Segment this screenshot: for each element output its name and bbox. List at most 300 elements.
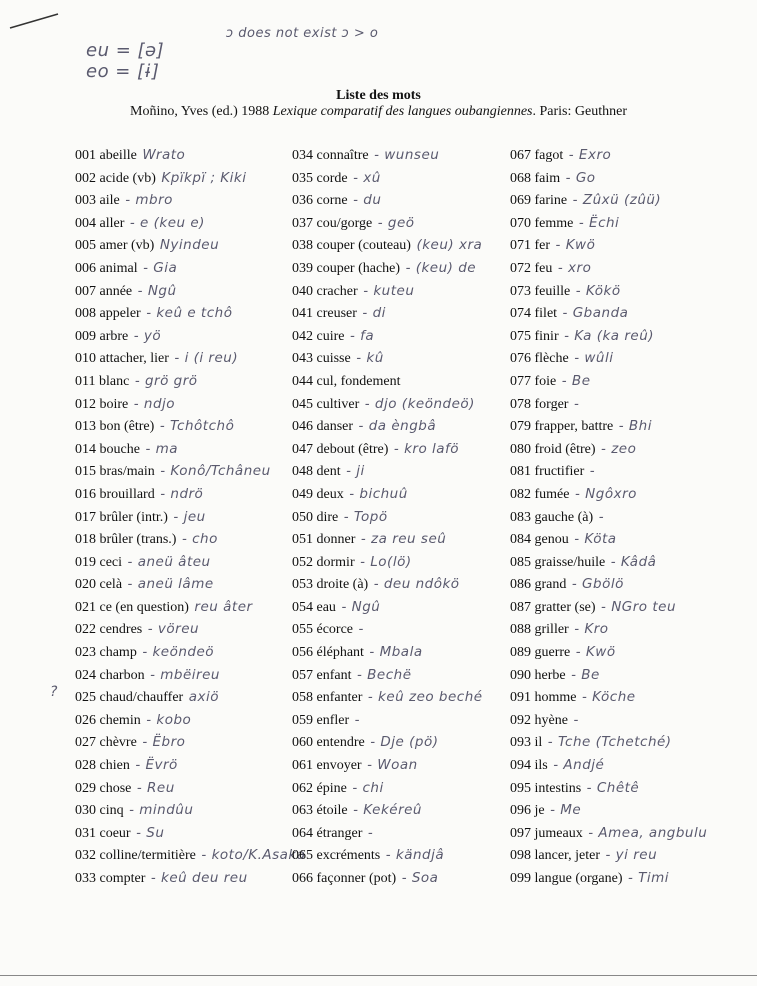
entry-handwritten-gloss: -: [598, 508, 605, 525]
entry-term: 050 dire: [292, 509, 339, 525]
word-entry: [510, 686, 750, 709]
word-entry: [75, 844, 306, 867]
entry-term: 046 danser: [292, 419, 354, 435]
entry-handwritten-gloss: - deu ndôkö: [373, 576, 460, 593]
entry-handwritten-gloss: - jeu: [173, 508, 206, 525]
word-entry: [75, 506, 290, 529]
entry-term: 036 corne: [292, 193, 348, 209]
entry-term: 040 cracher: [292, 283, 358, 299]
word-entry: [292, 799, 507, 822]
entry-handwritten-gloss: Wrato: [142, 147, 186, 163]
entry-handwritten-gloss: - Konô/Tchâneu: [160, 463, 271, 480]
entry-handwritten-gloss: - wunseu: [374, 147, 440, 163]
handwritten-note-top: ɔ does not exist ɔ > o: [226, 26, 379, 41]
word-entry: [292, 844, 507, 867]
word-entry: [510, 618, 750, 641]
entry-handwritten-gloss: - Ngôxro: [574, 485, 637, 502]
word-entry: [510, 799, 750, 822]
entry-handwritten-gloss: - bichuû: [349, 485, 408, 502]
entry-handwritten-gloss: - cho: [181, 531, 218, 548]
entry-handwritten-gloss: - mindûu: [129, 802, 194, 819]
entry-term: 008 appeler: [75, 306, 141, 322]
entry-term: 097 jumeaux: [510, 825, 583, 841]
entry-term: 079 frapper, battre: [510, 419, 614, 435]
entry-handwritten-gloss: - mbëireu: [150, 666, 220, 683]
word-entry: [75, 867, 290, 890]
entry-handwritten-gloss: - i (i reu): [174, 350, 239, 367]
entry-term: 044 cul, fondement: [292, 373, 401, 389]
word-entry: [510, 415, 750, 438]
entry-term: 045 cultiver: [292, 396, 360, 412]
entry-handwritten-gloss: - za reu seû: [360, 531, 447, 548]
entry-handwritten-gloss: - Timi: [627, 870, 670, 886]
entry-handwritten-gloss: - aneü lâme: [127, 576, 214, 593]
entry-handwritten-gloss: - Ëbro: [142, 734, 186, 751]
pen-stroke-mark: [8, 10, 60, 32]
entry-term: 089 guerre: [510, 645, 571, 661]
entry-term: 074 filet: [510, 306, 558, 322]
word-entry: [75, 370, 290, 393]
word-entry: [75, 347, 290, 370]
entry-handwritten-gloss: - ndjo: [133, 395, 176, 412]
entry-handwritten-gloss: - Zûxü (zûü): [572, 192, 662, 209]
entry-term: 021 ce (en question): [75, 599, 189, 615]
word-entry: [510, 167, 750, 190]
word-entry: [292, 822, 507, 845]
entry-handwritten-gloss: - Lo(lö): [360, 553, 412, 570]
word-entry: [292, 551, 507, 574]
entry-handwritten-gloss: -: [358, 621, 364, 638]
entry-handwritten-gloss: - Ngû: [341, 598, 381, 615]
entry-term: 049 deux: [292, 486, 344, 502]
entry-handwritten-gloss: - yi reu: [605, 847, 658, 864]
word-entry: [75, 212, 290, 235]
word-entry: [292, 641, 507, 664]
word-entry: [510, 573, 750, 596]
entry-term: 059 enfler: [292, 712, 350, 728]
word-entry: [292, 573, 507, 596]
entry-term: 062 épine: [292, 780, 347, 796]
entry-handwritten-gloss: - kuteu: [363, 282, 415, 299]
page-title: Liste des mots: [336, 88, 421, 103]
entry-handwritten-gloss: Kpïkpï ; Kiki: [161, 169, 247, 186]
word-entry: [510, 234, 750, 257]
entry-handwritten-gloss: - ma: [145, 440, 179, 457]
entry-term: 063 étoile: [292, 803, 348, 819]
entry-handwritten-gloss: - djo (keöndeö): [364, 395, 475, 412]
entry-term: 030 cinq: [75, 803, 124, 819]
entry-handwritten-gloss: - e (keu e): [129, 214, 205, 231]
entry-term: 003 aile: [75, 193, 120, 209]
word-entry: [75, 641, 290, 664]
entry-term: 018 brûler (trans.): [75, 532, 177, 548]
word-entry: [510, 596, 750, 619]
word-entry: [292, 393, 507, 416]
entry-term: 033 compter: [75, 871, 146, 886]
entry-handwritten-gloss: -: [573, 395, 580, 412]
entry-term: 041 creuser: [292, 306, 357, 322]
word-entry: [510, 754, 750, 777]
word-entry: [510, 438, 750, 461]
word-entry: [292, 144, 507, 167]
entry-term: 087 gratter (se): [510, 599, 596, 615]
entry-handwritten-gloss: - Kro: [574, 621, 609, 638]
entry-handwritten-gloss: - xû: [353, 169, 381, 186]
entry-handwritten-gloss: - Kekéreû: [353, 802, 422, 819]
word-entry: [510, 844, 750, 867]
entry-term: 048 dent: [292, 464, 341, 480]
word-entry: [292, 483, 507, 506]
entry-handwritten-gloss: - Bechë: [356, 666, 412, 683]
entry-handwritten-gloss: - Gbölö: [571, 576, 624, 593]
entry-handwritten-gloss: - Be: [561, 372, 591, 389]
entry-handwritten-gloss: - Soa: [401, 870, 439, 886]
entry-term: 013 bon (être): [75, 419, 155, 435]
entry-term: 014 bouche: [75, 441, 140, 457]
entry-handwritten-gloss: - Gia: [143, 259, 178, 276]
word-entry: [510, 347, 750, 370]
word-entry: [292, 347, 507, 370]
entry-handwritten-gloss: - Ka (ka reû): [564, 327, 655, 344]
entry-term: 038 couper (couteau): [292, 238, 411, 254]
entry-handwritten-gloss: - Dje (pö): [370, 734, 439, 751]
entry-handwritten-gloss: - NGro teu: [601, 598, 677, 615]
entry-handwritten-gloss: - Topö: [343, 508, 388, 525]
margin-question-mark: ?: [50, 684, 58, 700]
word-entry: [75, 483, 290, 506]
entry-handwritten-gloss: - Kökö: [575, 282, 621, 299]
word-entry: [292, 370, 507, 393]
word-entry: [75, 618, 290, 641]
citation-suffix: . Paris: Geuthner: [532, 104, 627, 119]
entry-term: 034 connaître: [292, 148, 369, 163]
entry-term: 071 fer: [510, 238, 551, 254]
entry-term: 058 enfanter: [292, 690, 363, 706]
word-entry: [75, 754, 290, 777]
entry-term: 078 forger: [510, 396, 569, 412]
entry-term: 010 attacher, lier: [75, 351, 169, 367]
entry-term: 006 animal: [75, 260, 138, 276]
word-entry: [292, 415, 507, 438]
word-entry: [75, 415, 290, 438]
entry-handwritten-gloss: - Andjé: [553, 757, 605, 774]
word-entry: [75, 731, 290, 754]
entry-handwritten-gloss: - Kwö: [575, 644, 616, 661]
handwritten-note-eu: eu = [ə]: [86, 40, 165, 61]
entry-term: 009 arbre: [75, 328, 129, 344]
entry-handwritten-gloss: - Ëchi: [578, 214, 620, 231]
entry-handwritten-gloss: - wûli: [574, 350, 614, 367]
entry-term: 053 droite (à): [292, 577, 369, 593]
word-entry: [75, 460, 290, 483]
word-column-2: [292, 144, 507, 890]
entry-handwritten-gloss: - (keu) de: [405, 259, 477, 276]
entry-term: 016 brouillard: [75, 486, 155, 502]
word-entry: [75, 167, 290, 190]
entry-term: 073 feuille: [510, 283, 571, 299]
entry-handwritten-gloss: - keû deu reu: [150, 870, 248, 886]
word-entry: [75, 257, 290, 280]
entry-term: 028 chien: [75, 758, 130, 774]
word-entry: [292, 709, 507, 732]
entry-handwritten-gloss: - fa: [349, 327, 375, 344]
entry-handwritten-gloss: - Mbala: [369, 644, 423, 661]
word-entry: [75, 189, 290, 212]
entry-term: 091 homme: [510, 690, 577, 706]
entry-handwritten-gloss: - grö grö: [134, 372, 198, 389]
entry-handwritten-gloss: - Exro: [568, 147, 612, 163]
entry-term: 072 feu: [510, 260, 553, 276]
word-entry: [510, 551, 750, 574]
entry-handwritten-gloss: - aneü âteu: [127, 553, 211, 570]
entry-term: 035 corde: [292, 170, 348, 186]
word-entry: [292, 867, 507, 890]
entry-handwritten-gloss: - kändjâ: [385, 847, 445, 864]
entry-term: 027 chèvre: [75, 735, 137, 751]
word-entry: [75, 664, 290, 687]
word-entry: [292, 257, 507, 280]
entry-term: 020 celà: [75, 577, 123, 593]
entry-term: 098 lancer, jeter: [510, 848, 601, 864]
word-entry: [292, 189, 507, 212]
entry-handwritten-gloss: - ndrö: [160, 485, 204, 502]
entry-term: 019 ceci: [75, 554, 123, 570]
entry-handwritten-gloss: - keû e tchô: [146, 305, 233, 322]
word-entry: [75, 573, 290, 596]
word-entry: [292, 234, 507, 257]
entry-term: 090 herbe: [510, 667, 566, 683]
word-entry: [292, 438, 507, 461]
word-entry: [292, 686, 507, 709]
entry-term: 017 brûler (intr.): [75, 509, 168, 525]
word-entry: [75, 822, 290, 845]
entry-term: 054 eau: [292, 599, 336, 615]
entry-term: 031 coeur: [75, 825, 131, 841]
citation-title: Lexique comparatif des langues oubangiennes: [272, 104, 533, 119]
word-entry: [510, 257, 750, 280]
entry-handwritten-gloss: - Su: [136, 824, 165, 841]
entry-handwritten-gloss: - kû: [356, 350, 384, 367]
entry-term: 011 blanc: [75, 373, 130, 389]
entry-term: 068 faim: [510, 170, 561, 186]
entry-handwritten-gloss: - keû zeo beché: [367, 689, 483, 706]
entry-handwritten-gloss: - Kwö: [555, 237, 596, 254]
entry-handwritten-gloss: - Reu: [136, 779, 175, 796]
word-entry: [75, 302, 290, 325]
entry-term: 007 année: [75, 283, 133, 299]
word-entry: [75, 234, 290, 257]
entry-term: 004 aller: [75, 215, 125, 231]
entry-term: 015 bras/main: [75, 464, 155, 480]
word-entry: [510, 144, 750, 167]
word-entry: [292, 302, 507, 325]
word-entry: [292, 754, 507, 777]
word-entry: [75, 438, 290, 461]
entry-handwritten-gloss: - Köche: [582, 689, 636, 706]
entry-handwritten-gloss: Nyindeu: [159, 237, 220, 254]
entry-handwritten-gloss: - keöndeö: [142, 644, 215, 661]
word-entry: [292, 460, 507, 483]
word-entry: [510, 664, 750, 687]
entry-term: 032 colline/termitière: [75, 848, 196, 864]
entry-term: 022 cendres: [75, 622, 143, 638]
word-entry: [75, 596, 290, 619]
entry-handwritten-gloss: - Be: [571, 666, 600, 683]
entry-term: 070 femme: [510, 215, 574, 231]
entry-handwritten-gloss: - kro lafö: [393, 440, 460, 457]
word-entry: [75, 528, 290, 551]
entry-term: 061 envoyer: [292, 758, 362, 774]
handwritten-note-eo: eo = [ɨ]: [86, 61, 160, 82]
entry-term: 051 donner: [292, 532, 356, 548]
entry-term: 083 gauche (à): [510, 509, 594, 525]
entry-term: 002 acide (vb): [75, 170, 156, 186]
entry-handwritten-gloss: -: [354, 711, 361, 728]
entry-term: 057 enfant: [292, 667, 352, 683]
entry-term: 005 amer (vb): [75, 238, 155, 254]
word-entry: [292, 506, 507, 529]
entry-handwritten-gloss: - Kâdâ: [610, 553, 657, 570]
entry-term: 069 farine: [510, 193, 568, 209]
word-entry: [510, 460, 750, 483]
entry-handwritten-gloss: - yö: [133, 327, 162, 344]
citation: [0, 104, 757, 120]
word-entry: [292, 777, 507, 800]
entry-term: 024 charbon: [75, 667, 145, 683]
entry-handwritten-gloss: - xro: [557, 259, 592, 276]
entry-handwritten-gloss: - Gbanda: [562, 305, 629, 322]
word-entry: [510, 506, 750, 529]
entry-handwritten-gloss: - chi: [352, 779, 384, 796]
entry-term: 065 excréments: [292, 848, 381, 864]
entry-term: 082 fumée: [510, 486, 570, 502]
word-entry: [292, 212, 507, 235]
entry-handwritten-gloss: - vöreu: [147, 621, 200, 638]
entry-handwritten-gloss: - Me: [550, 802, 582, 819]
entry-handwritten-gloss: -: [573, 711, 579, 728]
entry-term: 077 foie: [510, 373, 557, 389]
entry-term: 047 debout (être): [292, 441, 389, 457]
entry-term: 081 fructifier: [510, 464, 585, 480]
word-entry: [75, 280, 290, 303]
word-entry: [292, 596, 507, 619]
entry-term: 085 graisse/huile: [510, 554, 606, 570]
word-entry: [510, 483, 750, 506]
entry-term: 025 chaud/chauffer: [75, 690, 184, 706]
entry-term: 099 langue (organe): [510, 871, 623, 886]
word-entry: [292, 280, 507, 303]
word-entry: [510, 528, 750, 551]
entry-term: 042 cuire: [292, 328, 345, 344]
entry-term: 052 dormir: [292, 554, 355, 570]
entry-handwritten-gloss: -: [589, 463, 596, 480]
word-entry: [75, 799, 290, 822]
entry-handwritten-gloss: - ji: [346, 463, 365, 480]
word-entry: [75, 325, 290, 348]
word-entry: [75, 686, 290, 709]
entry-term: 080 froid (être): [510, 441, 596, 457]
word-entry: [510, 641, 750, 664]
word-entry: [510, 302, 750, 325]
word-entry: [510, 822, 750, 845]
entry-handwritten-gloss: - di: [362, 305, 386, 322]
word-entry: [292, 618, 507, 641]
entry-handwritten-gloss: - Tchôtchô: [159, 418, 235, 435]
entry-handwritten-gloss: - Köta: [574, 531, 617, 548]
word-entry: [292, 664, 507, 687]
word-entry: [510, 709, 750, 732]
entry-handwritten-gloss: (keu) xra: [416, 237, 483, 254]
word-entry: [510, 777, 750, 800]
entry-term: 043 cuisse: [292, 351, 351, 367]
entry-handwritten-gloss: - Go: [565, 169, 596, 186]
word-column-3: [510, 144, 750, 890]
entry-term: 037 cou/gorge: [292, 215, 373, 231]
entry-term: 066 façonner (pot): [292, 871, 397, 886]
entry-term: 055 écorce: [292, 622, 354, 638]
word-entry: [510, 731, 750, 754]
word-entry: [510, 212, 750, 235]
entry-term: 076 flèche: [510, 351, 569, 367]
entry-term: 060 entendre: [292, 735, 365, 751]
entry-handwritten-gloss: - Chêtê: [586, 779, 640, 796]
entry-term: 012 boire: [75, 396, 129, 412]
entry-handwritten-gloss: - Tche (Tchetché): [547, 734, 672, 751]
word-entry: [510, 325, 750, 348]
entry-term: 064 étranger: [292, 825, 363, 841]
word-entry: [292, 528, 507, 551]
entry-handwritten-gloss: - mbro: [125, 192, 173, 209]
word-entry: [75, 144, 290, 167]
word-column-1: [75, 144, 306, 890]
entry-handwritten-gloss: - geö: [377, 214, 415, 231]
word-entry: [75, 551, 290, 574]
entry-handwritten-gloss: - Woan: [367, 757, 418, 774]
entry-handwritten-gloss: -: [367, 824, 374, 841]
entry-term: 092 hyène: [510, 712, 568, 728]
word-entry: [292, 325, 507, 348]
entry-term: 086 grand: [510, 577, 567, 593]
entry-term: 088 griller: [510, 622, 569, 638]
entry-term: 067 fagot: [510, 148, 564, 163]
word-entry: [75, 709, 290, 732]
entry-handwritten-gloss: - zeo: [601, 440, 637, 457]
entry-handwritten-gloss: - kobo: [146, 711, 192, 728]
entry-term: 001 abeille: [75, 148, 137, 163]
word-entry: [292, 167, 507, 190]
entry-term: 094 ils: [510, 758, 548, 774]
entry-handwritten-gloss: - Amea, angbulu: [588, 824, 708, 841]
word-entry: [75, 393, 290, 416]
entry-handwritten-gloss: - koto/K.Asaka: [201, 847, 306, 864]
word-entry: [292, 731, 507, 754]
entry-handwritten-gloss: - Ngû: [137, 282, 177, 299]
entry-term: 093 il: [510, 735, 543, 751]
word-entry: [510, 393, 750, 416]
entry-handwritten-gloss: reu âter: [194, 598, 253, 615]
citation-prefix: Moñino, Yves (ed.) 1988: [130, 104, 273, 119]
word-entry: [75, 777, 290, 800]
entry-term: 029 chose: [75, 780, 132, 796]
word-entry: [510, 370, 750, 393]
entry-term: 023 champ: [75, 645, 137, 661]
entry-term: 095 intestins: [510, 780, 582, 796]
entry-handwritten-gloss: - da èngbâ: [358, 418, 437, 435]
entry-handwritten-gloss: - Ëvrö: [135, 757, 178, 774]
entry-term: 096 je: [510, 803, 545, 819]
entry-term: 056 éléphant: [292, 645, 364, 661]
page-edge-line: [0, 975, 757, 976]
